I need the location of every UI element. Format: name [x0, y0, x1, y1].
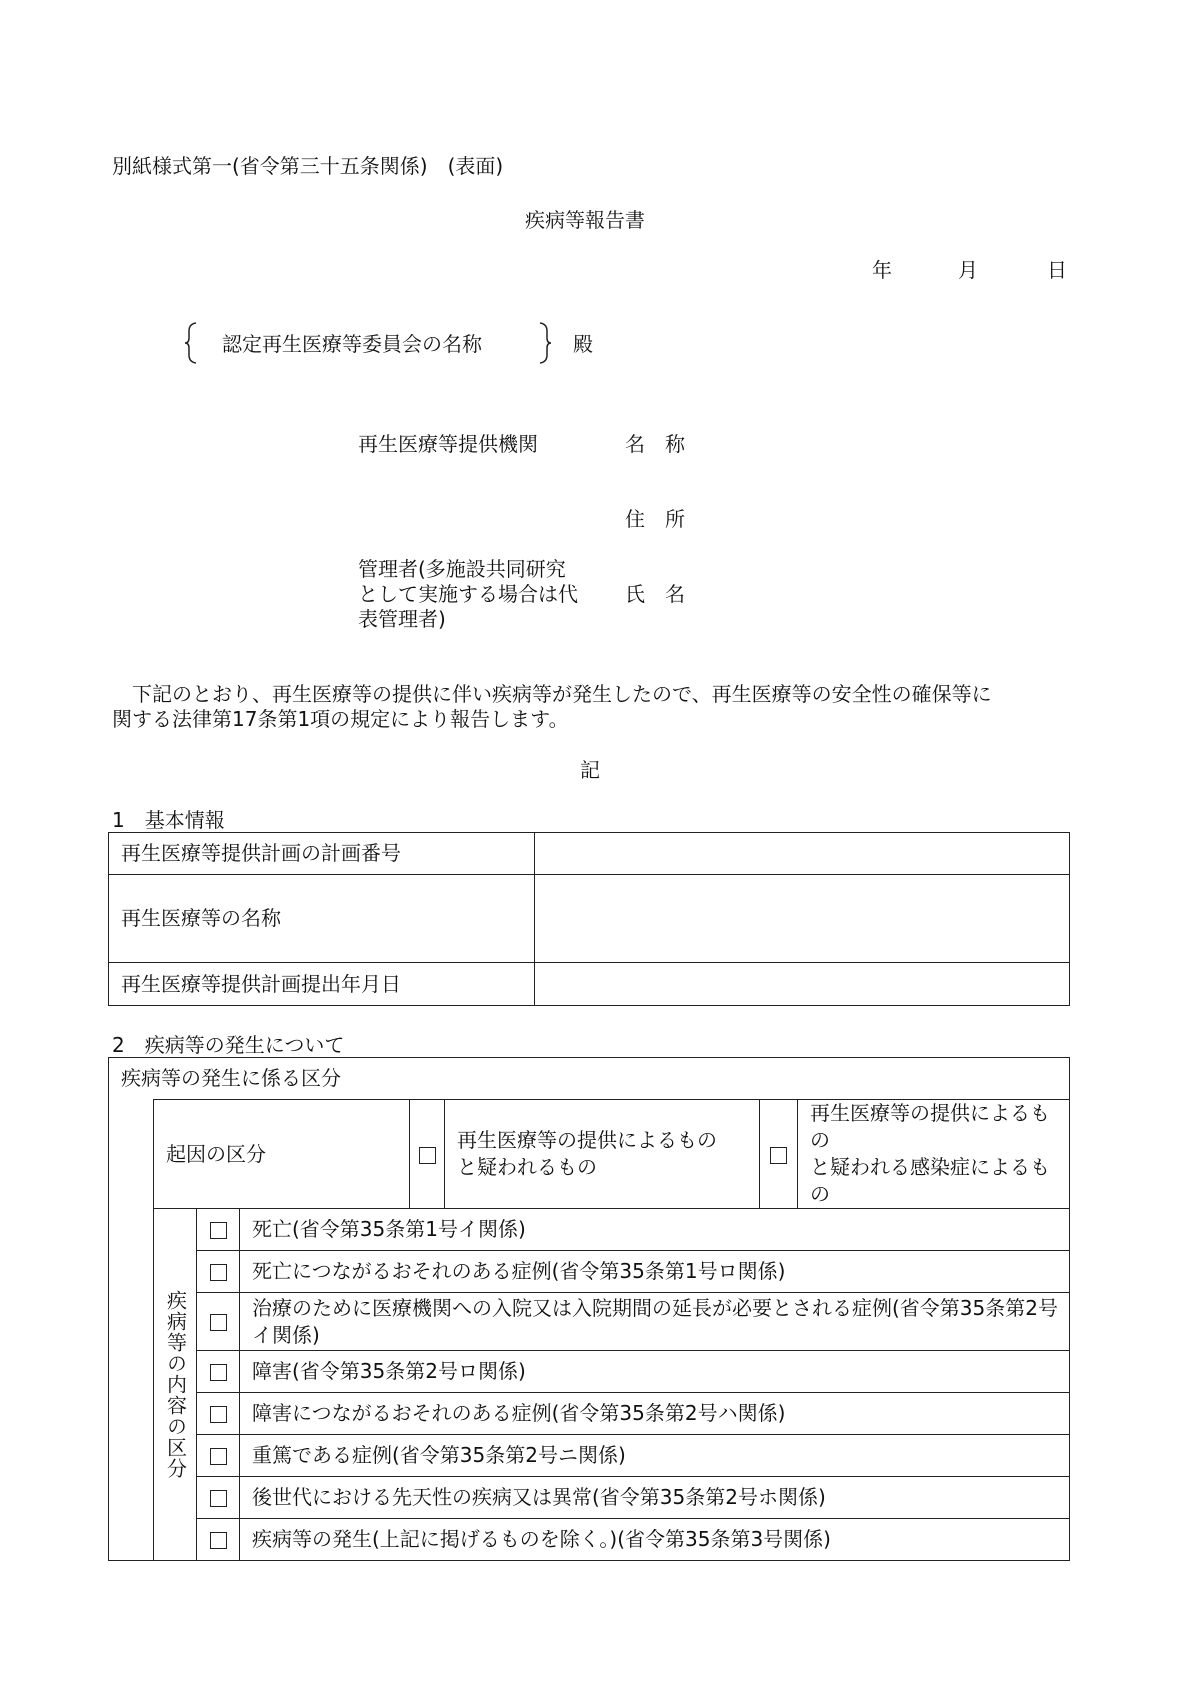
- checkbox-icon: [210, 1490, 227, 1507]
- section1-heading: 1 基本情報: [112, 808, 225, 832]
- manager-label-line2: として実施する場合は代: [358, 582, 578, 606]
- page-title: 疾病等報告書: [525, 208, 645, 232]
- table-row: [109, 1351, 1070, 1393]
- ki-heading: 記: [580, 758, 600, 782]
- plan-number-label: 再生医療等提供計画の計画番号: [109, 833, 535, 875]
- item-checkbox-6[interactable]: [197, 1435, 240, 1477]
- cause-option1-label: [445, 1100, 760, 1209]
- cause-label: 起因の区分: [154, 1100, 410, 1209]
- table-row: [109, 1209, 1070, 1251]
- date-day-label: 日: [1047, 258, 1067, 282]
- item-checkbox-2[interactable]: [197, 1251, 240, 1293]
- table-row: [109, 1100, 1070, 1209]
- checkbox-icon: [210, 1264, 227, 1281]
- checkbox-icon: [210, 1448, 227, 1465]
- content-category-label: [154, 1209, 197, 1561]
- table-row: [109, 1435, 1070, 1477]
- item-label-4: 障害(省令第35条第2号ロ関係): [240, 1351, 1070, 1393]
- table-row: [109, 833, 1070, 875]
- manager-label-line3: 表管理者): [358, 607, 446, 631]
- addressee-name: 認定再生医療等委員会の名称: [222, 332, 482, 356]
- checkbox-icon: [210, 1222, 227, 1239]
- medicine-name-field[interactable]: [535, 875, 1070, 963]
- cause-option1-checkbox[interactable]: [410, 1100, 445, 1209]
- name-label: 名 称: [625, 432, 685, 456]
- left-brace-icon: [184, 322, 198, 364]
- checkbox-icon: [210, 1532, 227, 1549]
- table-row: [109, 963, 1070, 1006]
- manager-label-line1: 管理者(多施設共同研究: [358, 557, 566, 581]
- body-text-line1: 下記のとおり、再生医療等の提供に伴い疾病等が発生したので、再生医療等の安全性の確保等に: [112, 682, 992, 706]
- indent-cell: [109, 1100, 154, 1209]
- checkbox-icon: [419, 1147, 436, 1164]
- cause-option2-label: [798, 1100, 1070, 1209]
- submission-date-label: 再生医療等提供計画提出年月日: [109, 963, 535, 1006]
- item-checkbox-4[interactable]: [197, 1351, 240, 1393]
- checkbox-icon: [210, 1406, 227, 1423]
- cause-option1-line2: と疑われるもの: [457, 1155, 597, 1179]
- item-label-2: 死亡につながるおそれのある症例(省令第35条第1号ロ関係): [240, 1251, 1070, 1293]
- honorific: 殿: [573, 332, 593, 356]
- occurrence-table: [108, 1057, 1070, 1561]
- item-checkbox-5[interactable]: [197, 1393, 240, 1435]
- cause-option2-line1: 再生医療等の提供によるもの: [810, 1101, 1050, 1152]
- table-row: [109, 1393, 1070, 1435]
- occurrence-box-title: 疾病等の発生に係る区分: [109, 1058, 1070, 1100]
- indent-cell: [109, 1209, 154, 1561]
- item-label-6: 重篤である症例(省令第35条第2号ニ関係): [240, 1435, 1070, 1477]
- cause-option2-line2: と疑われる感染症によるもの: [810, 1155, 1050, 1206]
- checkbox-icon: [210, 1364, 227, 1381]
- manager-name-label: 氏 名: [625, 582, 685, 606]
- basic-info-table: [108, 832, 1070, 1006]
- plan-number-field[interactable]: [535, 833, 1070, 875]
- form-id: 別紙様式第一(省令第三十五条関係) (表面): [112, 154, 504, 178]
- medicine-name-label: 再生医療等の名称: [109, 875, 535, 963]
- item-checkbox-7[interactable]: [197, 1477, 240, 1519]
- item-label-8: 疾病等の発生(上記に掲げるものを除く。)(省令第35条第3号関係): [240, 1519, 1070, 1561]
- table-row: [109, 1477, 1070, 1519]
- table-row: [109, 1251, 1070, 1293]
- right-brace-icon: [538, 322, 552, 364]
- section2-heading: 2 疾病等の発生について: [112, 1033, 345, 1057]
- table-row: [109, 1058, 1070, 1100]
- address-label: 住 所: [625, 507, 685, 531]
- submission-date-field[interactable]: [535, 963, 1070, 1006]
- table-row: [109, 1519, 1070, 1561]
- institution-label: 再生医療等提供機関: [358, 432, 538, 456]
- item-checkbox-1[interactable]: [197, 1209, 240, 1251]
- item-label-7: 後世代における先天性の疾病又は異常(省令第35条第2号ホ関係): [240, 1477, 1070, 1519]
- table-row: [109, 1293, 1070, 1351]
- cause-option2-checkbox[interactable]: [760, 1100, 798, 1209]
- item-checkbox-8[interactable]: [197, 1519, 240, 1561]
- checkbox-icon: [770, 1147, 787, 1164]
- item-label-1: 死亡(省令第35条第1号イ関係): [240, 1209, 1070, 1251]
- date-year-label: 年: [872, 258, 892, 282]
- item-label-5: 障害につながるおそれのある症例(省令第35条第2号ハ関係): [240, 1393, 1070, 1435]
- content-category-text: 疾病等の内容の区分: [163, 1290, 188, 1479]
- table-row: [109, 875, 1070, 963]
- cause-option1-line1: 再生医療等の提供によるもの: [457, 1128, 717, 1152]
- checkbox-icon: [210, 1314, 227, 1331]
- body-text-line2: 関する法律第17条第1項の規定により報告します。: [112, 707, 569, 731]
- item-label-3: 治療のために医療機関への入院又は入院期間の延長が必要とされる症例(省令第35条第2号イ関係): [240, 1293, 1070, 1351]
- item-checkbox-3[interactable]: [197, 1293, 240, 1351]
- date-month-label: 月: [958, 258, 978, 282]
